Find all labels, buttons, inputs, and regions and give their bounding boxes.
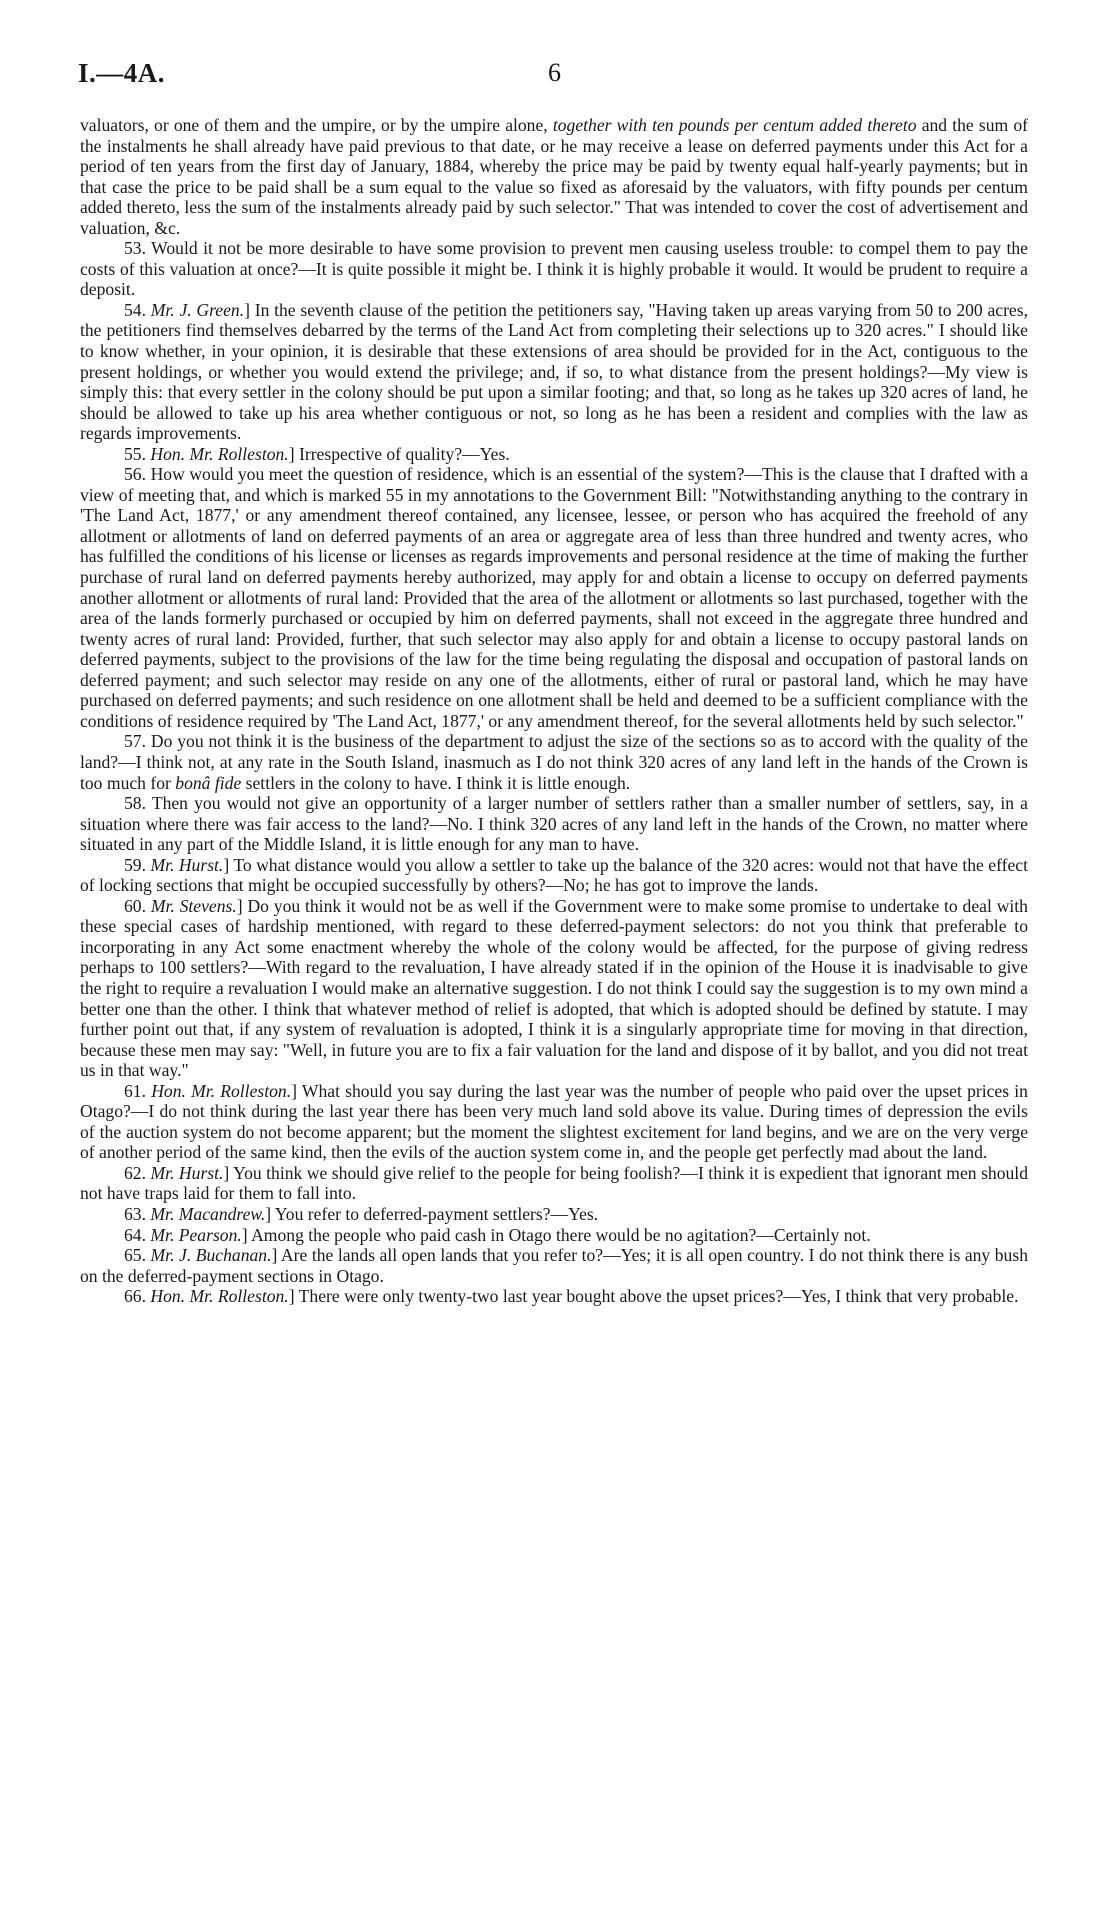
- speaker-name: Mr. J. Green.: [150, 299, 245, 320]
- question-paragraph: 55. Hon. Mr. Rolleston.] Irrespective of quality?—Yes.: [124, 443, 510, 464]
- paragraph-text: What should you say during the last year was the number of people who paid over the upset prices in Otago?—I do not think during the last year there has been very much land sold above its value. During times of depression the evils of the auction system do not become apparent; but the moment the slightest excitement for land begins, and we are on the very verge of another period of the same kind, then the evils of the auction system come in, and the people get perfectly mad about the land.: [80, 1080, 1028, 1163]
- paragraph-text: and the sum of the instalments he shall already have paid previous to that date, or he may receive a lease on deferred payments under this Act for a period of ten years from the first day of January, 1884, whereby the price may be paid by twenty equal half-yearly payments; but in that case the price to be paid shall be a sum equal to the value so fixed as aforesaid by the valuators, with fifty pounds per centum added thereto, less the sum of the instalments already paid by such selector." That was intended to cover the cost of advertisement and valuation, &c.: [80, 115, 1028, 238]
- speaker-name: Hon. Mr. Rolleston.: [150, 1286, 289, 1307]
- question-paragraph: 66. Hon. Mr. Rolleston.] There were only twenty-two last year bought above the upset prices?—Yes, I think that very probable.: [124, 1286, 1019, 1307]
- speaker-name: Mr. Pearson.: [150, 1224, 242, 1245]
- question-number: 63.: [124, 1203, 146, 1224]
- question-paragraph: [80, 115, 1028, 238]
- question-number: 65.: [124, 1245, 146, 1266]
- paragraph-text: How would you meet the question of residence, which is an essential of the system?—This is the clause that I drafted with a view of meeting that, and which is marked 55 in my annotations to the Government Bill: "Notwithstanding anything to the contrary in 'The Land Act, 1877,' or any amendment thereof contained, any licensee, lessee, or person who has acquired the freehold of any allotment or allotments of land on deferred payments of an area or aggregate area of less than three hundred and twenty acres, who has fulfilled the conditions of his license or licenses as regards improvements and personal residence at the time of making the further purchase of rural land on deferred payments hereby authorized, may apply for and obtain a license to occupy on deferred payments another allotment or allotments of rural land: Provided that the area of the allotment or allotments so last purchased, together with the area of the lands formerly purchased or occupied by him on deferred payments, shall not exceed in the aggregate three hundred and twenty acres of rural land: Provided, further, that such selector may also apply for and obtain a license to occupy pastoral lands on deferred payments, subject to the provisions of the law for the time being regulating the disposal and occupation of pastoral lands on deferred payment; and such selector may reside on any one of the allotments, either of rural or pastoral land, which he may have purchased on deferred payments; and such residence on one allotment shall be held and deemed to be a sufficient compliance with the conditions of residence required by 'The Land Act, 1877,' or any amendment thereof, for the several allotments held by such selector.": [80, 464, 1028, 731]
- question-number: 55.: [124, 443, 146, 464]
- question-number: 56.: [124, 464, 146, 485]
- speaker-name: Hon. Mr. Rolleston.: [151, 1080, 292, 1101]
- speaker-name: Mr. Hurst.: [150, 854, 224, 875]
- paragraph-text: You refer to deferred-payment settlers?—Yes.: [274, 1203, 599, 1224]
- question-paragraph: 65. Mr. J. Buchanan.] Are the lands all open lands that you refer to?—Yes; it is all open country. I do not think there is any bush on the deferred-payment sections in Otago.: [80, 1245, 1028, 1286]
- question-number: 64.: [124, 1224, 146, 1245]
- paragraph-text: Do you think it would not be as well if the Government were to make some promise to undertake to deal with these special cases of hardship mentioned, with regard to these deferred-payment selectors: do not you think that preferable to incorporating in any Act some enactment whereby the whole of the colony would be affected, for the purpose of giving redress perhaps to 100 settlers?—With regard to the revaluation, I have already stated if in the opinion of the House it is inadvisable to give the right to require a revaluation I would make an alternative suggestion. I do not think I could say the suggestion is to my own mind a better one than the other. I think that whatever method of relief is adopted, that which is adopted should be defined by statute. I may further point out that, if any system of revaluation is adopted, I think it is a singularly appropriate time for moving in that direction, because these men may say: "Well, in future you are to fix a fair valuation for the land and dispose of it by ballot, and you did not treat us in that way.": [80, 895, 1028, 1081]
- paragraph-text: Then you would not give an opportunity of a larger number of settlers rather than a smaller number of settlers, say, in a situation where there was fair access to the land?—No. I think 320 acres of any land left in the hands of the Crown, no matter where situated in any part of the Middle Island, it is little enough for any man to have.: [80, 793, 1028, 855]
- question-number: 53.: [124, 238, 146, 259]
- paragraph-text: Irrespective of quality?—Yes.: [298, 443, 510, 464]
- page-header: [0, 58, 1114, 94]
- speaker-name: Mr. Macandrew.: [150, 1203, 266, 1224]
- speaker-name: Mr. J. Buchanan.: [150, 1245, 272, 1266]
- question-number: 62.: [124, 1162, 146, 1183]
- paragraph-text: valuators, or one of them and the umpire, or by the umpire alone,: [80, 115, 553, 135]
- page-number: 6: [548, 58, 561, 87]
- paragraph-text: Do you not think it is the business of the department to adjust the size of the sections so as to accord with the quality of the land?—I think not, at any rate in the South Island, inasmuch as I do not think 320 acres of any land left in the hands of the Crown is too much for: [80, 731, 1028, 793]
- emphasis-text: bonâ fide: [175, 772, 242, 793]
- question-number: 58.: [124, 793, 146, 814]
- question-paragraph: [80, 464, 1028, 731]
- question-paragraph: 54. Mr. J. Green.] In the seventh clause of the petition the petitioners say, "Having taken up areas varying from 50 to 200 acres, the petitioners find themselves debarred by the terms of the Land Act from completing their selections up to 320 acres." I should like to know whether, in your opinion, it is desirable that these extensions of area should be provided for in the Act, contiguous to the present holdings, or whether you would extend the privilege; and, if so, to what distance from the present holdings?—My view is simply this: that every settler in the colony should be put upon a similar footing; and that, so long as he takes up 320 acres of land, he should be allowed to take up his area whether contiguous or not, so long as he has been a resident and complies with the law as regards improvements.: [80, 299, 1028, 444]
- question-number: 57.: [124, 731, 146, 752]
- paragraph-text: To what distance would you allow a settler to take up the balance of the 320 acres: would not that have the effect of locking sections that might be occupied successfully by others?—No; he has got to improve the lands.: [80, 854, 1028, 896]
- document-reference: I.—4A.: [78, 58, 166, 88]
- question-paragraph: [80, 731, 1028, 793]
- speaker-name: Mr. Hurst.: [150, 1162, 224, 1183]
- paragraph-text: Among the people who paid cash in Otago there would be no agitation?—Certainly not.: [251, 1224, 871, 1245]
- question-number: 54.: [124, 299, 146, 320]
- speaker-name: Mr. Stevens.: [150, 895, 237, 916]
- paragraph-text: In the seventh clause of the petition the petitioners say, "Having taken up areas varying from 50 to 200 acres, the petitioners find themselves debarred by the terms of the Land Act from completing their selections up to 320 acres." I should like to know whether, in your opinion, it is desirable that these extensions of area should be provided for in the Act, contiguous to the present holdings, or whether you would extend the privilege; and, if so, to what distance from the present holdings?—My view is simply this: that every settler in the colony should be put upon a similar footing; and that, so long as he takes up 320 acres of land, he should be allowed to take up his area whether contiguous or not, so long as he has been a resident and complies with the law as regards improvements.: [80, 299, 1028, 444]
- question-number: 59.: [124, 854, 146, 875]
- question-paragraph: 62. Mr. Hurst.] You think we should give relief to the people for being foolish?—I think it is expedient that ignorant men should not have traps laid for them to fall into.: [80, 1162, 1028, 1204]
- paragraph-text: Are the lands all open lands that you refer to?—Yes; it is all open country. I do not think there is any bush on the deferred-payment sections in Otago.: [80, 1245, 1028, 1286]
- speaker-name: Hon. Mr. Rolleston.: [150, 443, 289, 464]
- question-number: 61.: [124, 1080, 146, 1101]
- question-number: 60.: [124, 895, 146, 916]
- emphasis-text: together with ten pounds per centum added thereto: [552, 115, 917, 135]
- question-paragraph: [80, 238, 1028, 300]
- evidence-text: [80, 115, 1028, 1307]
- question-paragraph: 59. Mr. Hurst.] To what distance would you allow a settler to take up the balance of the 320 acres: would not that have the effect of locking sections that might be occupied successfully by others?—No; he has got to improve the lands.: [80, 854, 1028, 896]
- question-paragraph: 64. Mr. Pearson.] Among the people who paid cash in Otago there would be no agitation?—Certainly not.: [124, 1224, 871, 1245]
- question-paragraph: 63. Mr. Macandrew.] You refer to deferred-payment settlers?—Yes.: [124, 1203, 599, 1224]
- paragraph-text: Would it not be more desirable to have some provision to prevent men causing useless trouble: to compel them to pay the costs of this valuation at once?—It is quite possible it might be. I think it is highly probable it would. It would be prudent to require a deposit.: [80, 238, 1028, 300]
- question-number: 66.: [124, 1286, 146, 1307]
- paragraph-text: You think we should give relief to the people for being foolish?—I think it is expedient that ignorant men should not have traps laid for them to fall into.: [80, 1162, 1028, 1204]
- question-paragraph: 60. Mr. Stevens.] Do you think it would not be as well if the Government were to make some promise to undertake to deal with these special cases of hardship mentioned, with regard to these deferred-payment selectors: do not you think that preferable to incorporating in any Act some enactment whereby the whole of the colony would be affected, for the purpose of giving redress perhaps to 100 settlers?—With regard to the revaluation, I have already stated if in the opinion of the House it is inadvisable to give the right to require a revaluation I would make an alternative suggestion. I do not think I could say the suggestion is to my own mind a better one than the other. I think that whatever method of relief is adopted, that which is adopted should be defined by statute. I may further point out that, if any system of revaluation is adopted, I think it is a singularly appropriate time for moving in that direction, because these men may say: "Well, in future you are to fix a fair valuation for the land and dispose of it by ballot, and you did not treat us in that way.": [80, 895, 1028, 1081]
- paragraph-text: There were only twenty-two last year bought above the upset prices?—Yes, I think that very probable.: [298, 1286, 1019, 1307]
- question-paragraph: 61. Hon. Mr. Rolleston.] What should you say during the last year was the number of people who paid over the upset prices in Otago?—I do not think during the last year there has been very much land sold above its value. During times of depression the evils of the auction system do not become apparent; but the moment the slightest excitement for land begins, and we are on the very verge of another period of the same kind, then the evils of the auction system come in, and the people get perfectly mad about the land.: [80, 1080, 1028, 1163]
- paragraph-text: settlers in the colony to have. I think it is little enough.: [241, 772, 631, 793]
- question-paragraph: [80, 793, 1028, 855]
